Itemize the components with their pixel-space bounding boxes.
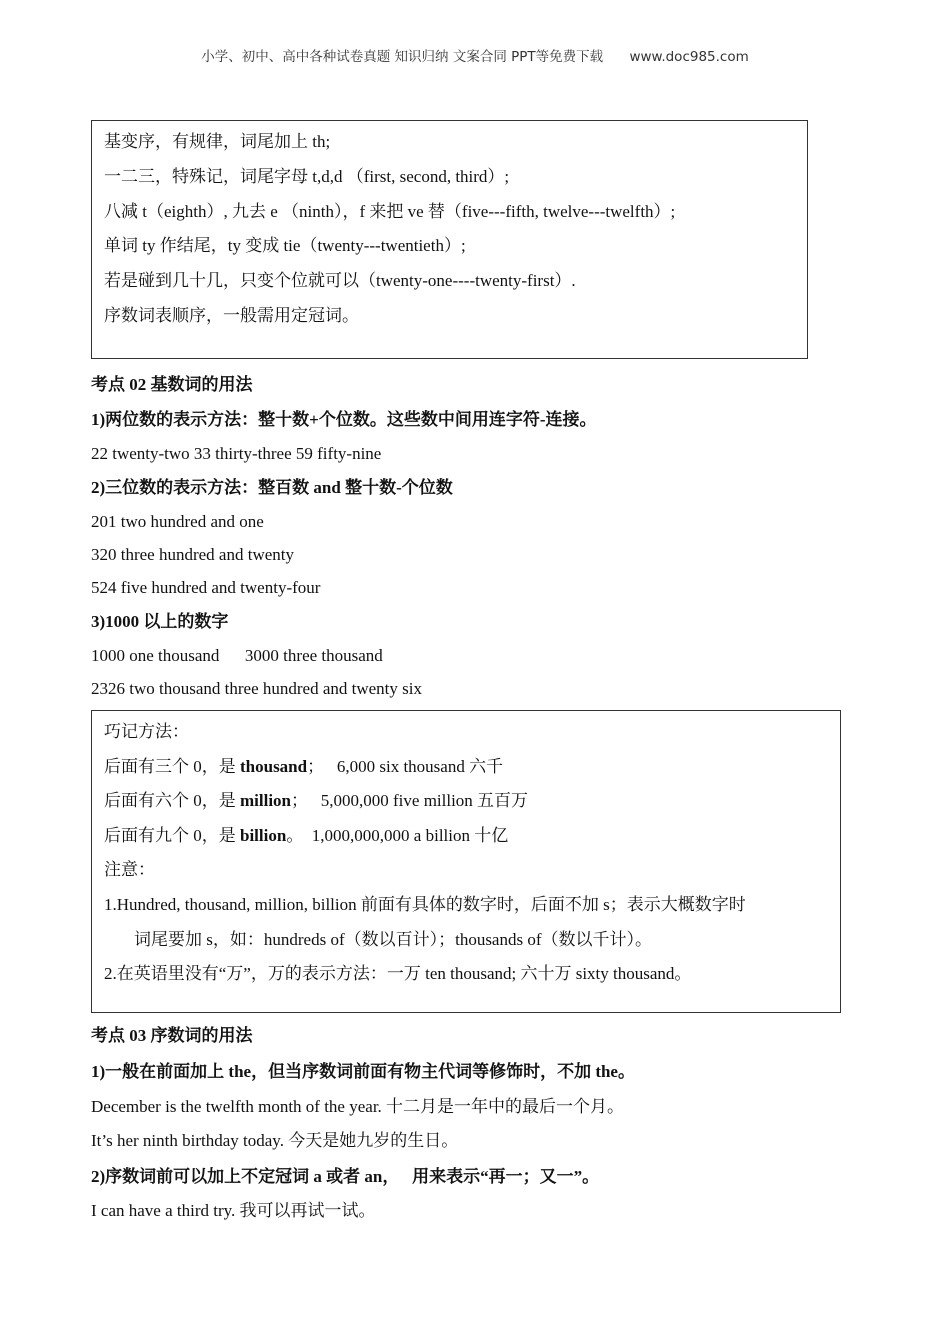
box1-line: 序数词表顺序，一般需用定冠词。 [104,305,359,325]
rule-word: million [240,791,292,811]
box1-line: 若是碰到几十几，只变个位就可以（twenty-one----twenty-first）. [104,271,576,291]
section02-p3-title: 3)1000 以上的数字 [91,612,229,631]
section02-p2-title: 2)三位数的表示方法：整百数 and 整十数-个位数 [91,478,453,497]
section02-p3-example: 2326 two thousand three hundred and twenty six [91,679,422,698]
box2-heading: 巧记方法： [104,722,189,741]
rule-word: thousand [240,756,308,776]
mnemonic-box-ordinal [91,120,808,359]
rule-pre: 后面有六个 0，是 [104,791,240,811]
box2-rule [104,750,828,785]
section03-p1-example: December is the twelfth month of the year. 十二月是一年中的最后一个月。 [91,1097,625,1116]
rule-post: 。 1,000,000,000 a billion 十亿 [286,825,509,845]
section03-p1-title: 1)一般在前面加上 the，但当序数词前面有物主代词等修饰时，不加 the。 [91,1062,635,1081]
section03-p2-title: 2)序数词前可以加上不定冠词 a 或者 an， 用来表示“再一；又一”。 [91,1167,600,1186]
box1-line: 一二三，特殊记，词尾字母 t,d,d （first, second, third）; [104,166,510,186]
section03-title: 考点 03 序数词的用法 [91,1026,253,1045]
section02-p2-example: 524 five hundred and twenty-four [91,578,321,597]
section02-p1-title: 1)两位数的表示方法：整十数+个位数。这些数中间用连字符-连接。 [91,410,597,429]
header-site: www.doc985.com [629,49,749,65]
section02-p1-example: 22 twenty-two 33 thirty-three 59 fifty-nine [91,444,382,463]
rule-pre: 后面有九个 0，是 [104,825,240,845]
rule-post: ； 5,000,000 five million 五百万 [291,791,529,811]
box1-line: 基变序，有规律，词尾加上 th; [104,132,331,151]
rule-post: ； 6,000 six thousand 六千 [307,756,504,776]
box2-note-heading: 注意： [104,860,155,880]
box2-note1-a: 1.Hundred, thousand, million, billion 前面有具体的数字时，后面不加 s；表示大概数字时 [104,894,746,914]
section03-p2-example: I can have a third try. 我可以再试一试。 [91,1201,376,1220]
section02-p2-example: 320 three hundred and twenty [91,545,294,564]
section02-p3-example: 1000 one thousand 3000 three thousand [91,646,383,665]
box1-line: 单词 ty 作结尾，ty 变成 tie（twenty---twentieth）; [104,236,466,256]
section02-p2-example: 201 two hundred and one [91,512,264,531]
section03-p1-example: It’s her ninth birthday today. 今天是她九岁的生日。 [91,1131,459,1150]
rule-pre: 后面有三个 0，是 [104,756,240,776]
box2-rule [104,819,828,854]
rule-word: billion [240,825,287,845]
box2-rule [104,784,828,819]
box2-note2: 2.在英语里没有“万”，万的表示方法：一万 ten thousand; 六十万 sixty thousand。 [104,964,692,984]
box2-note1-b: 词尾要加 s，如：hundreds of（数以百计）；thousands of（数以千计）。 [134,929,653,949]
header-title: 小学、初中、高中各种试卷真题 知识归纳 文案合同 PPT等免费下载 [201,49,604,65]
box1-line: 八减 t（eighth）, 九去 e （ninth），f 来把 ve 替（five---fifth, twelve---twelfth）; [104,201,676,221]
page-header [0,45,950,65]
mnemonic-box-cardinal [91,710,841,1013]
section02-title: 考点 02 基数词的用法 [91,375,253,394]
